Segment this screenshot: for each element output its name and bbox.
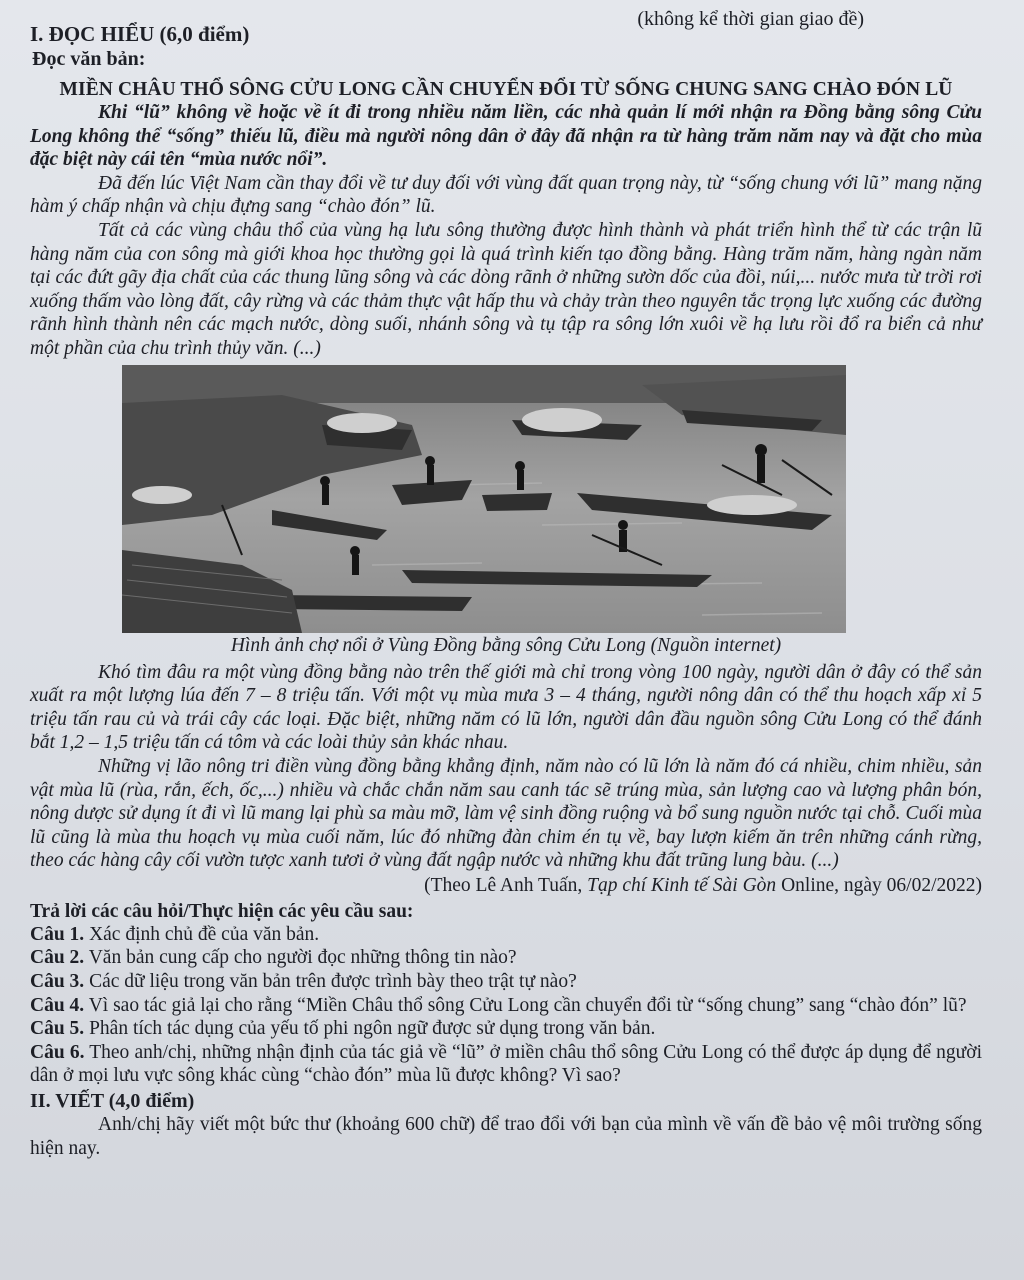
read-label: Đọc văn bản: [32,48,146,70]
photo-caption: Hình ảnh chợ nổi ở Vùng Đồng bằng sông Cửu Long (Nguồn internet) [230,634,782,656]
source-date: Online, ngày 06/02/2022) [776,874,982,896]
question-number: Câu 1. [30,923,85,945]
question-number: Câu 2. [30,947,85,969]
article-paragraph-3: Khó tìm đâu ra một vùng đồng bằng nào trên thế giới mà chỉ trong vòng 100 ngày, người dân ở đây có thể sản xuất ra một lượng lúa đến 7 – 8 triệu tấn. Với một vụ mùa mưa 3 – 4 tháng, người nông dân có thể thu hoạch xấp xỉ 5 triệu tấn rau củ và trái cây các loại. Đặc biệt, những năm có lũ lớn, người dân đầu nguồn sông Cửu Long có thể đánh bắt 1,2 – 1,5 triệu tấn cá tôm và các loài thủy sản khác nhau. [30,661,982,754]
article-paragraph-2: Tất cả các vùng châu thổ của vùng hạ lưu sông thường được hình thành và phát triển hình thể từ các trận lũ hàng năm của con sông mà giới khoa học thường gọi là quá trình kiến tạo đồng bằng. Hàng trăm năm, hàng ngàn năm tại các đứt gãy địa chất của các thung lũng sông và các dòng rãnh ở những sườn dốc của đồi, núi,... nước mưa từ trời rơi xuống thấm vào lòng đất, cây rừng và các thảm thực vật hấp thu và chảy tràn theo nguyên tắc trọng lực xuống các đường rãnh hình thành nên các mạch nước, dòng suối, nhánh sông và tụ tập ra sông lớn xuôi về hạ lưu rồi đổ ra biển cả như một phần của chu trình thủy văn. (...) [30,219,982,359]
question-text: Vì sao tác giả lại cho rằng “Miền Châu thổ sông Cửu Long cần chuyển đổi từ “sống chung” sang “chào đón” lũ? [84,994,967,1016]
question-6 [30,1041,982,1088]
question-4 [30,994,982,1018]
question-text: Các dữ liệu trong văn bản trên được trình bày theo trật tự nào? [84,971,577,993]
article-paragraph-1: Đã đến lúc Việt Nam cần thay đổi về tư duy đối với vùng đất quan trọng này, từ “sống chung với lũ” mang nặng hàm ý chấp nhận và chịu đựng sang “chào đón” lũ. [30,172,982,218]
section-reading-title: I. ĐỌC HIỂU (6,0 điểm) [30,22,250,46]
time-note: (không kể thời gian giao đề) [637,8,864,30]
question-text: Xác định chủ đề của văn bản. [84,923,320,945]
questions-heading: Trả lời các câu hỏi/Thực hiện các yêu cầu sau: [30,900,414,922]
floating-market-photo [122,365,846,633]
question-number: Câu 3. [30,971,85,993]
question-2 [30,946,982,970]
header-row [30,6,982,46]
question-1 [30,923,982,947]
article-source [30,875,982,897]
question-text: Theo anh/chị, những nhận định của tác giả về “lũ” ở miền châu thổ sông Cửu Long có thể được áp dụng để người dân ở mọi lưu vực sông khác cùng “chào đón” mùa lũ được không? Vì sao? [30,1041,982,1087]
question-number: Câu 5. [30,1018,85,1040]
source-author: (Theo Lê Anh Tuấn, [424,874,588,896]
article-paragraph-4: Những vị lão nông tri điền vùng đồng bằng khẳng định, năm nào có lũ lớn là năm đó cá nhiều, chim nhiều, sản vật mùa lũ (rùa, rắn, ếch, ốc,...) nhiều và chắc chắn năm sau canh tác sẽ trúng mùa, sản lượng cao và lượng phân bón, nông dược sử dụng ít đi vì lũ mang lại phù sa màu mỡ, làm vệ sinh đồng ruộng và bổ sung nguồn nước tại chỗ. Cuối mùa lũ cũng là mùa thu hoạch vụ mùa cuối năm, lúc đó những đàn chim én tụ về, bay lượn kiếm ăn trên những cánh rừng, theo các hàng cây cối vườn tược xanh tươi ở vùng đất ngập nước và những khu đất trũng lung bàu. (...) [30,755,982,872]
article-title: MIỀN CHÂU THỔ SÔNG CỬU LONG CẦN CHUYỂN ĐỔI TỪ SỐNG CHUNG SANG CHÀO ĐÓN LŨ [59,79,953,100]
question-text: Văn bản cung cấp cho người đọc những thông tin nào? [84,947,517,969]
question-number: Câu 6. [30,1041,85,1063]
source-publication: Tạp chí Kinh tế Sài Gòn [587,874,777,896]
question-text: Phân tích tác dụng của yếu tố phi ngôn ngữ được sử dụng trong văn bản. [84,1018,656,1040]
question-3 [30,970,982,994]
section-writing-title: II. VIẾT (4,0 điểm) [30,1090,195,1113]
floating-market-illustration [122,365,846,633]
question-number: Câu 4. [30,994,85,1016]
question-5 [30,1017,982,1041]
article-intro: Khi “lũ” không về hoặc về ít đi trong nhiều năm liền, các nhà quản lí mới nhận ra Đồng bằng sông Cửu Long không thể “sống” thiếu lũ, điều mà người nông dân ở đây đã nhận ra từ hàng trăm năm nay và đặt cho mùa đặc biệt này cái tên “mùa nước nổi”. [30,102,982,171]
writing-prompt: Anh/chị hãy viết một bức thư (khoảng 600 chữ) để trao đổi với bạn của mình về vấn đề bảo vệ môi trường sống hiện nay. [30,1114,982,1159]
